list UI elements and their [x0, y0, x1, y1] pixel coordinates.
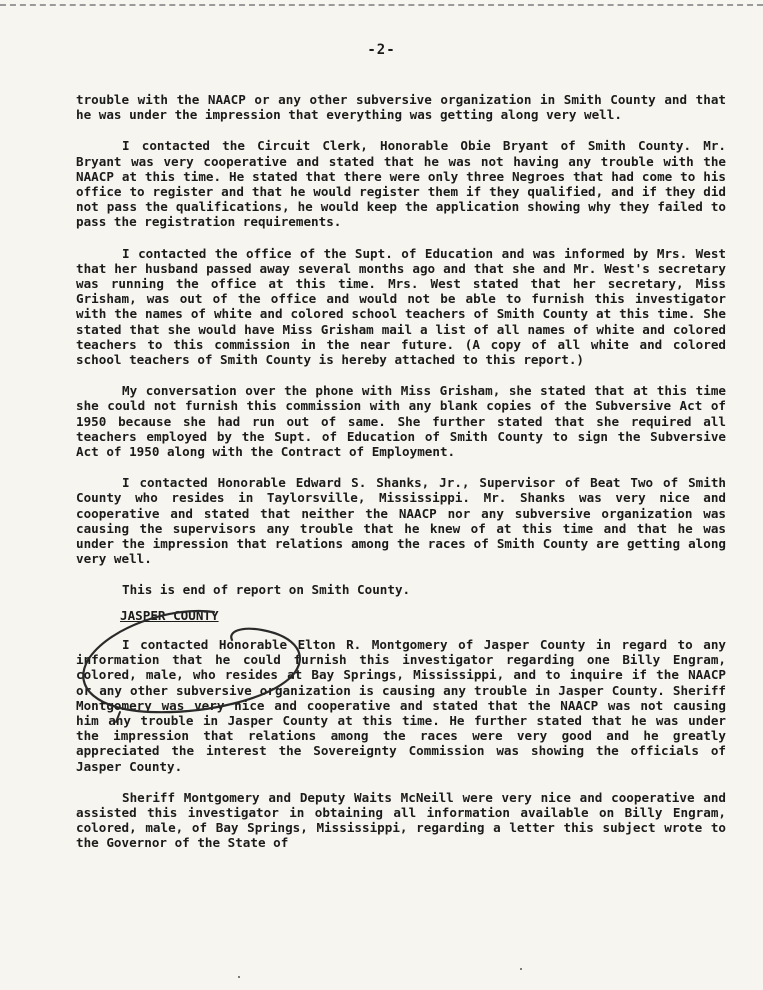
paragraph-grisham-phone: My conversation over the phone with Miss Grisham, she stated that at this time she could not furnish this commission with any blank copies of the Subversive Act of 1950 because she had run out of same. She further stated that she required all teachers employed by the Supt. of Education of Smith County to sign the Subversive Act of 1950 along with the Contract of Employment. [76, 383, 726, 460]
scan-speck [238, 976, 240, 978]
paragraph-sheriff-montgomery: I contacted Honorable Elton R. Montgomery of Jasper County in regard to any information that he could furnish this investigator regarding one Billy Engram, colored, male, who resides at Bay Springs, Mississippi, and to inquire if the NAACP or any other subversive organization is causing any trouble in Jasper County. Sheriff Montgomery was very nice and cooperative and stated that the NAACP was not causing him any trouble in Jasper County at this time. He further stated that he was under the impression that relations among the races were very good and he greatly appreciated the interest the Sovereignty Commission was showing the officials of Jasper County. [76, 636, 726, 774]
page-number: -2- [367, 42, 396, 58]
paragraph-continuation: trouble with the NAACP or any other subversive organization in Smith County and that he was under the impression that everything was getting along very well. [76, 92, 726, 123]
scan-top-border [0, 4, 763, 6]
paragraph-deputy-mcneill: Sheriff Montgomery and Deputy Waits McNeill were very nice and cooperative and assisted this investigator in obtaining all information available on Billy Engram, colored, male, of Bay Springs, Mississippi, regarding a letter this subject wrote to the Governor of the State of [76, 789, 726, 851]
document-body [76, 92, 726, 867]
paragraph-circuit-clerk: I contacted the Circuit Clerk, Honorable Obie Bryant of Smith County. Mr. Bryant was very cooperative and stated that he was not having any trouble with the NAACP at this time. He stated that there were only three Negroes that had come to his office to register and that he would register them if they qualified, and if they did not pass the qualifications, he would keep the application showing why they failed to pass the registration requirements. [76, 138, 726, 230]
end-of-report-line: This is end of report on Smith County. [122, 582, 411, 598]
paragraph-supervisor-shanks: I contacted Honorable Edward S. Shanks, Jr., Supervisor of Beat Two of Smith County who resides in Taylorsville, Mississippi. Mr. Shanks was very nice and cooperative and stated that neither the NAACP nor any subversive organization was causing the supervisors any trouble that he knew of at this time and that he was under the impression that relations among the races of Smith County are getting along very well. [76, 475, 726, 567]
section-heading-jasper-county: JASPER COUNTY [120, 607, 219, 623]
scan-speck [520, 968, 522, 970]
paragraph-supt-education: I contacted the office of the Supt. of Education and was informed by Mrs. West that her husband passed away several months ago and that she and Mr. West's secretary was running the office at this time. Mrs. West stated that her secretary, Miss Grisham, was out of the office and would not be able to furnish this investigator with the names of white and colored school teachers of Smith County at this time. She stated that she would have Miss Grisham mail a list of all names of white and colored teachers to this commission in the near future. (A copy of all white and colored school teachers of Smith County is hereby attached to this report.) [76, 245, 726, 368]
